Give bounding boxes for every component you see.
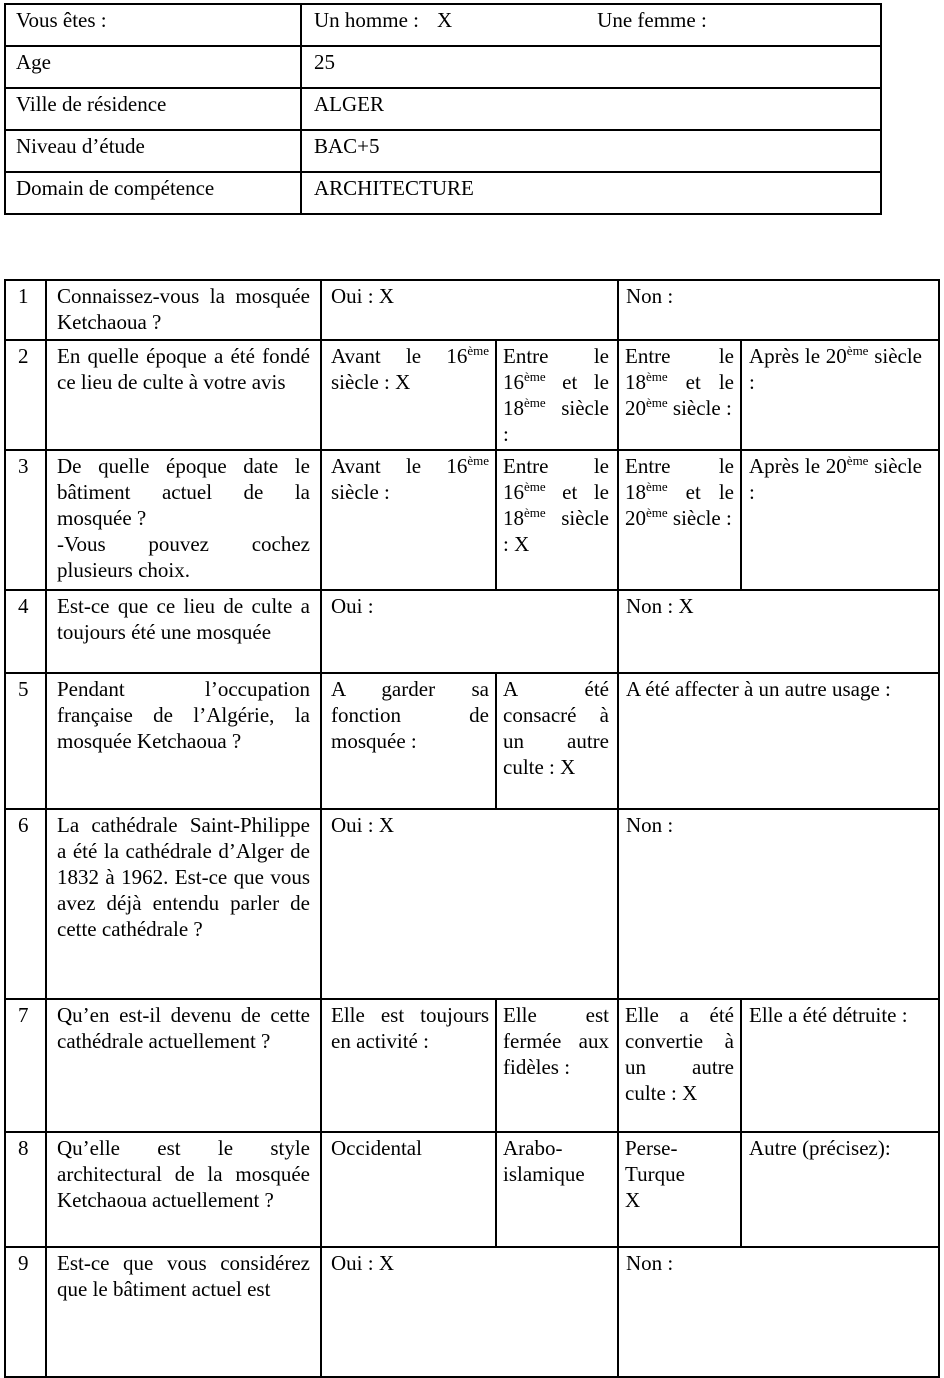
profile-value-gender <box>301 4 881 46</box>
question-text: Pendant l’occupation française de l’Algérie, la mosquée Ketchaoua ? <box>46 673 321 809</box>
answer-cell: Avant le 16ème siècle : X <box>321 340 496 450</box>
question-number: 5 <box>5 673 46 809</box>
answer-cell: Elle est fermée aux fidèles : <box>496 999 618 1132</box>
question-row-6 <box>5 809 939 999</box>
profile-value-city: ALGER <box>301 88 881 130</box>
question-text: La cathédrale Saint-Philippe a été la cathédrale d’Alger de 1832 à 1962. Est-ce que vous avez déjà entendu parler de cette cathédrale ? <box>46 809 321 999</box>
answer-cell: Entre le 18ème et le 20ème siècle : <box>618 340 741 450</box>
question-number: 6 <box>5 809 46 999</box>
answer-cell: A été affecter à un autre usage : <box>618 673 939 809</box>
profile-row-gender <box>5 4 881 46</box>
answer-cell: Elle a été détruite : <box>741 999 939 1132</box>
question-row-3 <box>5 450 939 590</box>
question-text: Qu’elle est le style architectural de la mosquée Ketchaoua actuellement ? <box>46 1132 321 1247</box>
answer-cell: Perse- Turque X <box>618 1132 741 1247</box>
homme-checked-mark: X <box>437 8 453 32</box>
profile-value-domain: ARCHITECTURE <box>301 172 881 214</box>
question-row-4 <box>5 590 939 673</box>
answer-cell: Oui : X <box>321 1247 618 1377</box>
answer-cell: Après le 20ème siècle : <box>741 340 939 450</box>
question-text: Qu’en est-il devenu de cette cathédrale actuellement ? <box>46 999 321 1132</box>
profile-value-age: 25 <box>301 46 881 88</box>
question-text: Connaissez-vous la mosquée Ketchaoua ? <box>46 280 321 340</box>
answer-cell: Occidental <box>321 1132 496 1247</box>
profile-label-domain: Domain de compétence <box>5 172 301 214</box>
answer-cell: Arabo-islamique <box>496 1132 618 1247</box>
question-row-7 <box>5 999 939 1132</box>
answer-cell: Oui : X <box>321 809 618 999</box>
question-number: 7 <box>5 999 46 1132</box>
question-number: 4 <box>5 590 46 673</box>
profile-label-age: Age <box>5 46 301 88</box>
profile-row-age <box>5 46 881 88</box>
femme-label: Une femme : <box>597 8 707 32</box>
question-text <box>46 450 321 590</box>
answer-cell: Oui : <box>321 590 618 673</box>
question-number: 9 <box>5 1247 46 1377</box>
homme-label: Un homme : <box>314 8 419 32</box>
answer-cell: Non : <box>618 1247 939 1377</box>
answer-cell: Elle est toujours en activité : <box>321 999 496 1132</box>
profile-label-education: Niveau d’étude <box>5 130 301 172</box>
profile-row-education <box>5 130 881 172</box>
answer-cell: Avant le 16ème siècle : <box>321 450 496 590</box>
answer-cell: Après le 20ème siècle : <box>741 450 939 590</box>
profile-value-education: BAC+5 <box>301 130 881 172</box>
answer-cell: Oui : X <box>321 280 618 340</box>
question-text: Est-ce que ce lieu de culte a toujours été une mosquée <box>46 590 321 673</box>
question-note: -Vous pouvez cochez plusieurs choix. <box>57 532 310 582</box>
questionnaire-table <box>4 279 940 1378</box>
question-main: De quelle époque date le bâtiment actuel de la mosquée ? <box>57 454 310 530</box>
answer-cell: Elle a été convertie à un autre culte : X <box>618 999 741 1132</box>
profile-row-city <box>5 88 881 130</box>
profile-table <box>4 3 882 215</box>
question-text: Est-ce que vous considérez que le bâtiment actuel est <box>46 1247 321 1377</box>
answer-cell: Non : <box>618 809 939 999</box>
question-row-5 <box>5 673 939 809</box>
question-text: En quelle époque a été fondé ce lieu de culte à votre avis <box>46 340 321 450</box>
answer-cell: Entre le 16ème et le 18ème siècle : <box>496 340 618 450</box>
question-number: 3 <box>5 450 46 590</box>
question-number: 8 <box>5 1132 46 1247</box>
question-number: 1 <box>5 280 46 340</box>
answer-cell: A garder sa fonction de mosquée : <box>321 673 496 809</box>
profile-row-domain <box>5 172 881 214</box>
question-row-8 <box>5 1132 939 1247</box>
question-number: 2 <box>5 340 46 450</box>
profile-label-city: Ville de résidence <box>5 88 301 130</box>
answer-cell: A été consacré à un autre culte : X <box>496 673 618 809</box>
question-row-1 <box>5 280 939 340</box>
profile-label-gender: Vous êtes : <box>5 4 301 46</box>
question-row-9 <box>5 1247 939 1377</box>
answer-cell: Non : X <box>618 590 939 673</box>
answer-cell: Entre le 18ème et le 20ème siècle : <box>618 450 741 590</box>
answer-cell: Autre (précisez): <box>741 1132 939 1247</box>
answer-cell: Non : <box>618 280 939 340</box>
question-row-2 <box>5 340 939 450</box>
answer-cell: Entre le 16ème et le 18ème siècle : X <box>496 450 618 590</box>
